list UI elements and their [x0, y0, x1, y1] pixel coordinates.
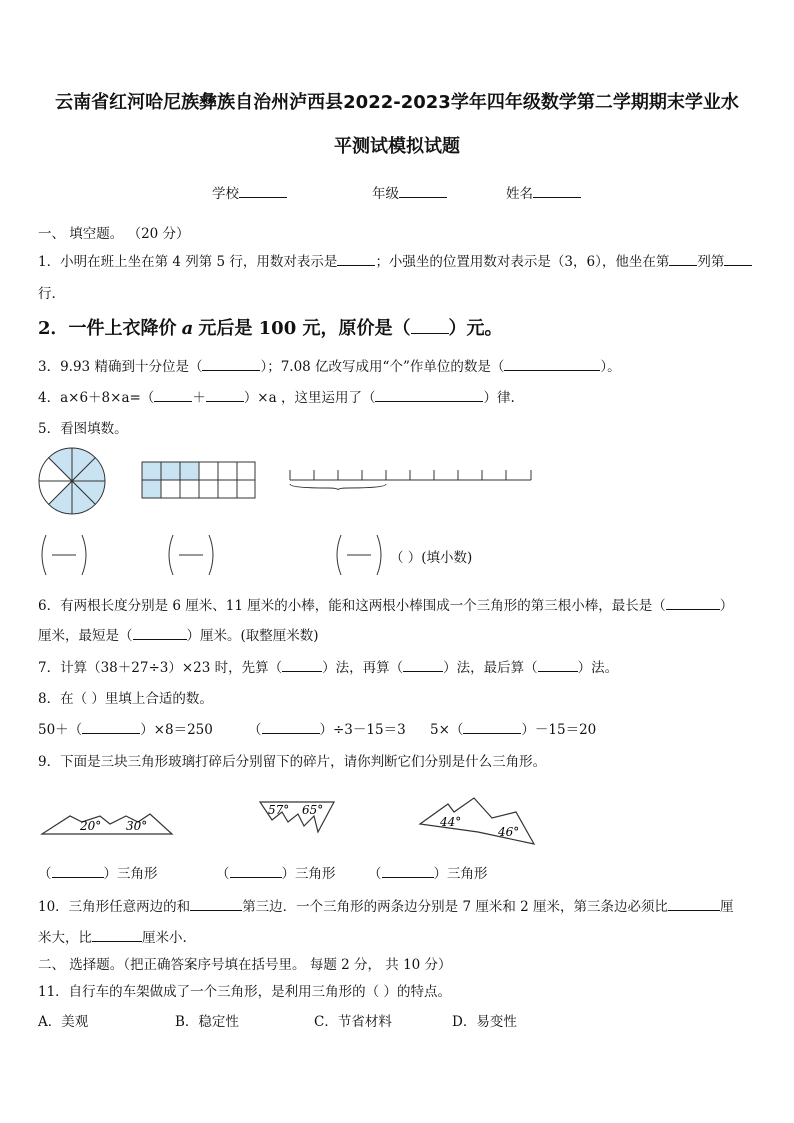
q8-e1a: 50＋（ — [38, 722, 83, 738]
q4-a: 4．a×6＋8×a=（ — [38, 390, 155, 406]
pie-circle — [39, 448, 105, 514]
question-6-line2 — [38, 624, 319, 644]
q5-decimal-label: （ ）(填小数) — [390, 550, 473, 566]
q9-blank-3 — [382, 863, 434, 878]
q5-pie-figure — [34, 446, 110, 516]
section2-heading: 二、 选择题。（把正确答案序号填在括号里。 每题 2 分， 共 10 分） — [38, 957, 452, 973]
q9-blank-2 — [230, 863, 282, 878]
q5-fraction-answer-3 — [333, 533, 385, 581]
q3-blank-2 — [504, 356, 600, 371]
q1-blank-3 — [724, 251, 752, 266]
q11-option-c: C．节省材料 — [314, 1014, 392, 1030]
q7-blank-2 — [403, 657, 443, 672]
q8-e3b: ）－15＝20 — [521, 722, 597, 738]
q2-prefix: 2．一件上衣降价 — [38, 318, 177, 339]
q2-variable: a — [181, 318, 194, 339]
page-title: 云南省红河哈尼族彝族自治州泸西县2022-2023学年四年级数学第二学期期末学业水 — [55, 92, 739, 113]
question-2 — [38, 314, 503, 340]
grid-rect — [142, 462, 255, 498]
q8-equation-2 — [248, 718, 406, 738]
t1-angle-a: 20° — [80, 819, 102, 833]
question-7 — [38, 656, 618, 676]
q6-c: 厘米，最短是（ — [38, 628, 133, 644]
q8-blank-2 — [262, 719, 320, 734]
name-field — [506, 182, 581, 202]
q4-c: ）律. — [483, 390, 515, 406]
question-6 — [38, 594, 733, 614]
q4-blank-1 — [154, 387, 192, 402]
question-10 — [38, 895, 734, 915]
q9-blank-1 — [52, 863, 104, 878]
q9-answer-3 — [368, 862, 488, 882]
q7-a: 7．计算（38＋27÷3）×23 时，先算（ — [38, 660, 283, 676]
grade-field — [372, 182, 447, 202]
q6-blank-2 — [133, 625, 187, 640]
q8-equation-1 — [38, 718, 213, 738]
name-label: 姓名 — [506, 186, 533, 202]
q5-fraction-answer-1 — [38, 533, 90, 581]
q9-answer-text-2: ）三角形 — [281, 866, 336, 882]
school-field — [212, 182, 287, 202]
question-5: 5．看图填数。 — [38, 421, 128, 437]
q10-blank-3 — [92, 927, 142, 942]
q1-blank-2 — [669, 251, 697, 266]
q11-option-d: D．易变性 — [452, 1014, 517, 1030]
q1-mid: ；小强坐的位置用数对表示是（3，6），他坐在第 — [375, 254, 670, 270]
q2-blank — [411, 319, 449, 334]
q7-blank-1 — [282, 657, 322, 672]
q1-col: 列第 — [697, 254, 725, 270]
grade-label: 年级 — [372, 186, 399, 202]
school-label: 学校 — [212, 186, 239, 202]
q7-blank-3 — [538, 657, 578, 672]
q8-e1b: ）×8＝250 — [140, 722, 213, 738]
q3-c: ）。 — [600, 359, 621, 375]
q8-e2b: ）÷3－15＝3 — [319, 722, 406, 738]
q8-blank-3 — [463, 719, 521, 734]
question-9: 9．下面是三块三角形玻璃打碎后分别留下的碎片，请你判断它们分别是什么三角形。 — [38, 754, 547, 770]
q8-equation-3 — [430, 718, 596, 738]
number-line — [290, 470, 531, 490]
q10-blank-1 — [190, 896, 242, 911]
q8-e2a: （ — [248, 722, 262, 738]
q7-c: ）法，最后算（ — [443, 660, 538, 676]
q9-open-2: （ — [216, 866, 230, 882]
section1-heading: 一、 填空题。 （20 分） — [38, 226, 190, 242]
q10-c: 厘 — [720, 899, 734, 915]
q11-option-a: A．美观 — [38, 1014, 89, 1030]
q3-b: ）；7.08 亿改写成用“个”作单位的数是（ — [260, 359, 505, 375]
q9-triangle-fragment-3 — [418, 796, 536, 848]
q4-plus: ＋ — [192, 390, 206, 406]
q2-end: ）元。 — [448, 318, 503, 339]
q10-blank-2 — [668, 896, 720, 911]
question-8: 8．在（ ）里填上合适的数。 — [38, 691, 213, 707]
q10-b: 第三边．一个三角形的两条边分别是 7 厘米和 2 厘米，第三条边必须比 — [242, 899, 669, 915]
q9-answer-text-1: ）三角形 — [103, 866, 158, 882]
question-4 — [38, 386, 515, 406]
q5-number-line-figure — [288, 466, 536, 492]
q6-a: 6．有两根长度分别是 6 厘米、11 厘米的小棒，能和这两根小棒围成一个三角形的第三根小棒，最长是（ — [38, 598, 666, 614]
q10-a: 10．三角形任意两边的和 — [38, 899, 191, 915]
q9-answer-text-3: ）三角形 — [433, 866, 488, 882]
question-3 — [38, 355, 621, 375]
q4-b: ）×a ，这里运用了（ — [243, 390, 376, 406]
t3-angle-b: 46° — [498, 825, 520, 839]
q9-answer-2 — [216, 862, 336, 882]
q1-blank-1 — [337, 251, 375, 266]
q1-text: 1．小明在班上坐在第 4 列第 5 行，用数对表示是 — [38, 254, 338, 270]
q5-grid-figure — [141, 461, 257, 499]
q6-d: ）厘米。(取整厘米数) — [186, 628, 319, 644]
q8-blank-1 — [82, 719, 140, 734]
q7-b: ）法，再算（ — [322, 660, 404, 676]
q9-triangle-fragment-2 — [258, 798, 336, 836]
question-10-line2 — [38, 926, 187, 946]
q9-answer-1 — [38, 862, 158, 882]
q5-fraction-answer-2 — [165, 533, 217, 581]
q8-e3a: 5×（ — [430, 722, 464, 738]
question-1 — [38, 250, 752, 270]
q6-blank-1 — [666, 595, 720, 610]
grade-blank — [399, 183, 447, 198]
q3-a: 3．9.93 精确到十分位是（ — [38, 359, 203, 375]
q6-b: ） — [719, 598, 734, 614]
q3-blank-1 — [202, 356, 260, 371]
t2-angle-b: 65° — [302, 803, 324, 817]
school-blank — [239, 183, 287, 198]
q4-blank-2 — [206, 387, 244, 402]
t1-angle-b: 30° — [126, 819, 148, 833]
question-11: 11．自行车的车架做成了一个三角形，是利用三角形的（ ）的特点。 — [38, 984, 451, 1000]
q10-e: 厘米小. — [142, 930, 187, 946]
page-title-line2: 平测试模拟试题 — [334, 136, 460, 157]
q7-d: ）法。 — [577, 660, 619, 676]
q2-text: 元后是 100 元，原价是（ — [198, 318, 411, 339]
q4-blank-3 — [375, 387, 483, 402]
q9-open-1: （ — [38, 866, 52, 882]
q10-d: 米大，比 — [38, 930, 92, 946]
q1-end: 行. — [38, 286, 56, 302]
q11-option-b: B．稳定性 — [175, 1014, 239, 1030]
t3-angle-a: 44° — [440, 815, 462, 829]
q9-triangle-fragment-1 — [40, 808, 174, 836]
t2-angle-a: 57° — [268, 803, 290, 817]
name-blank — [533, 183, 581, 198]
q9-open-3: （ — [368, 866, 382, 882]
